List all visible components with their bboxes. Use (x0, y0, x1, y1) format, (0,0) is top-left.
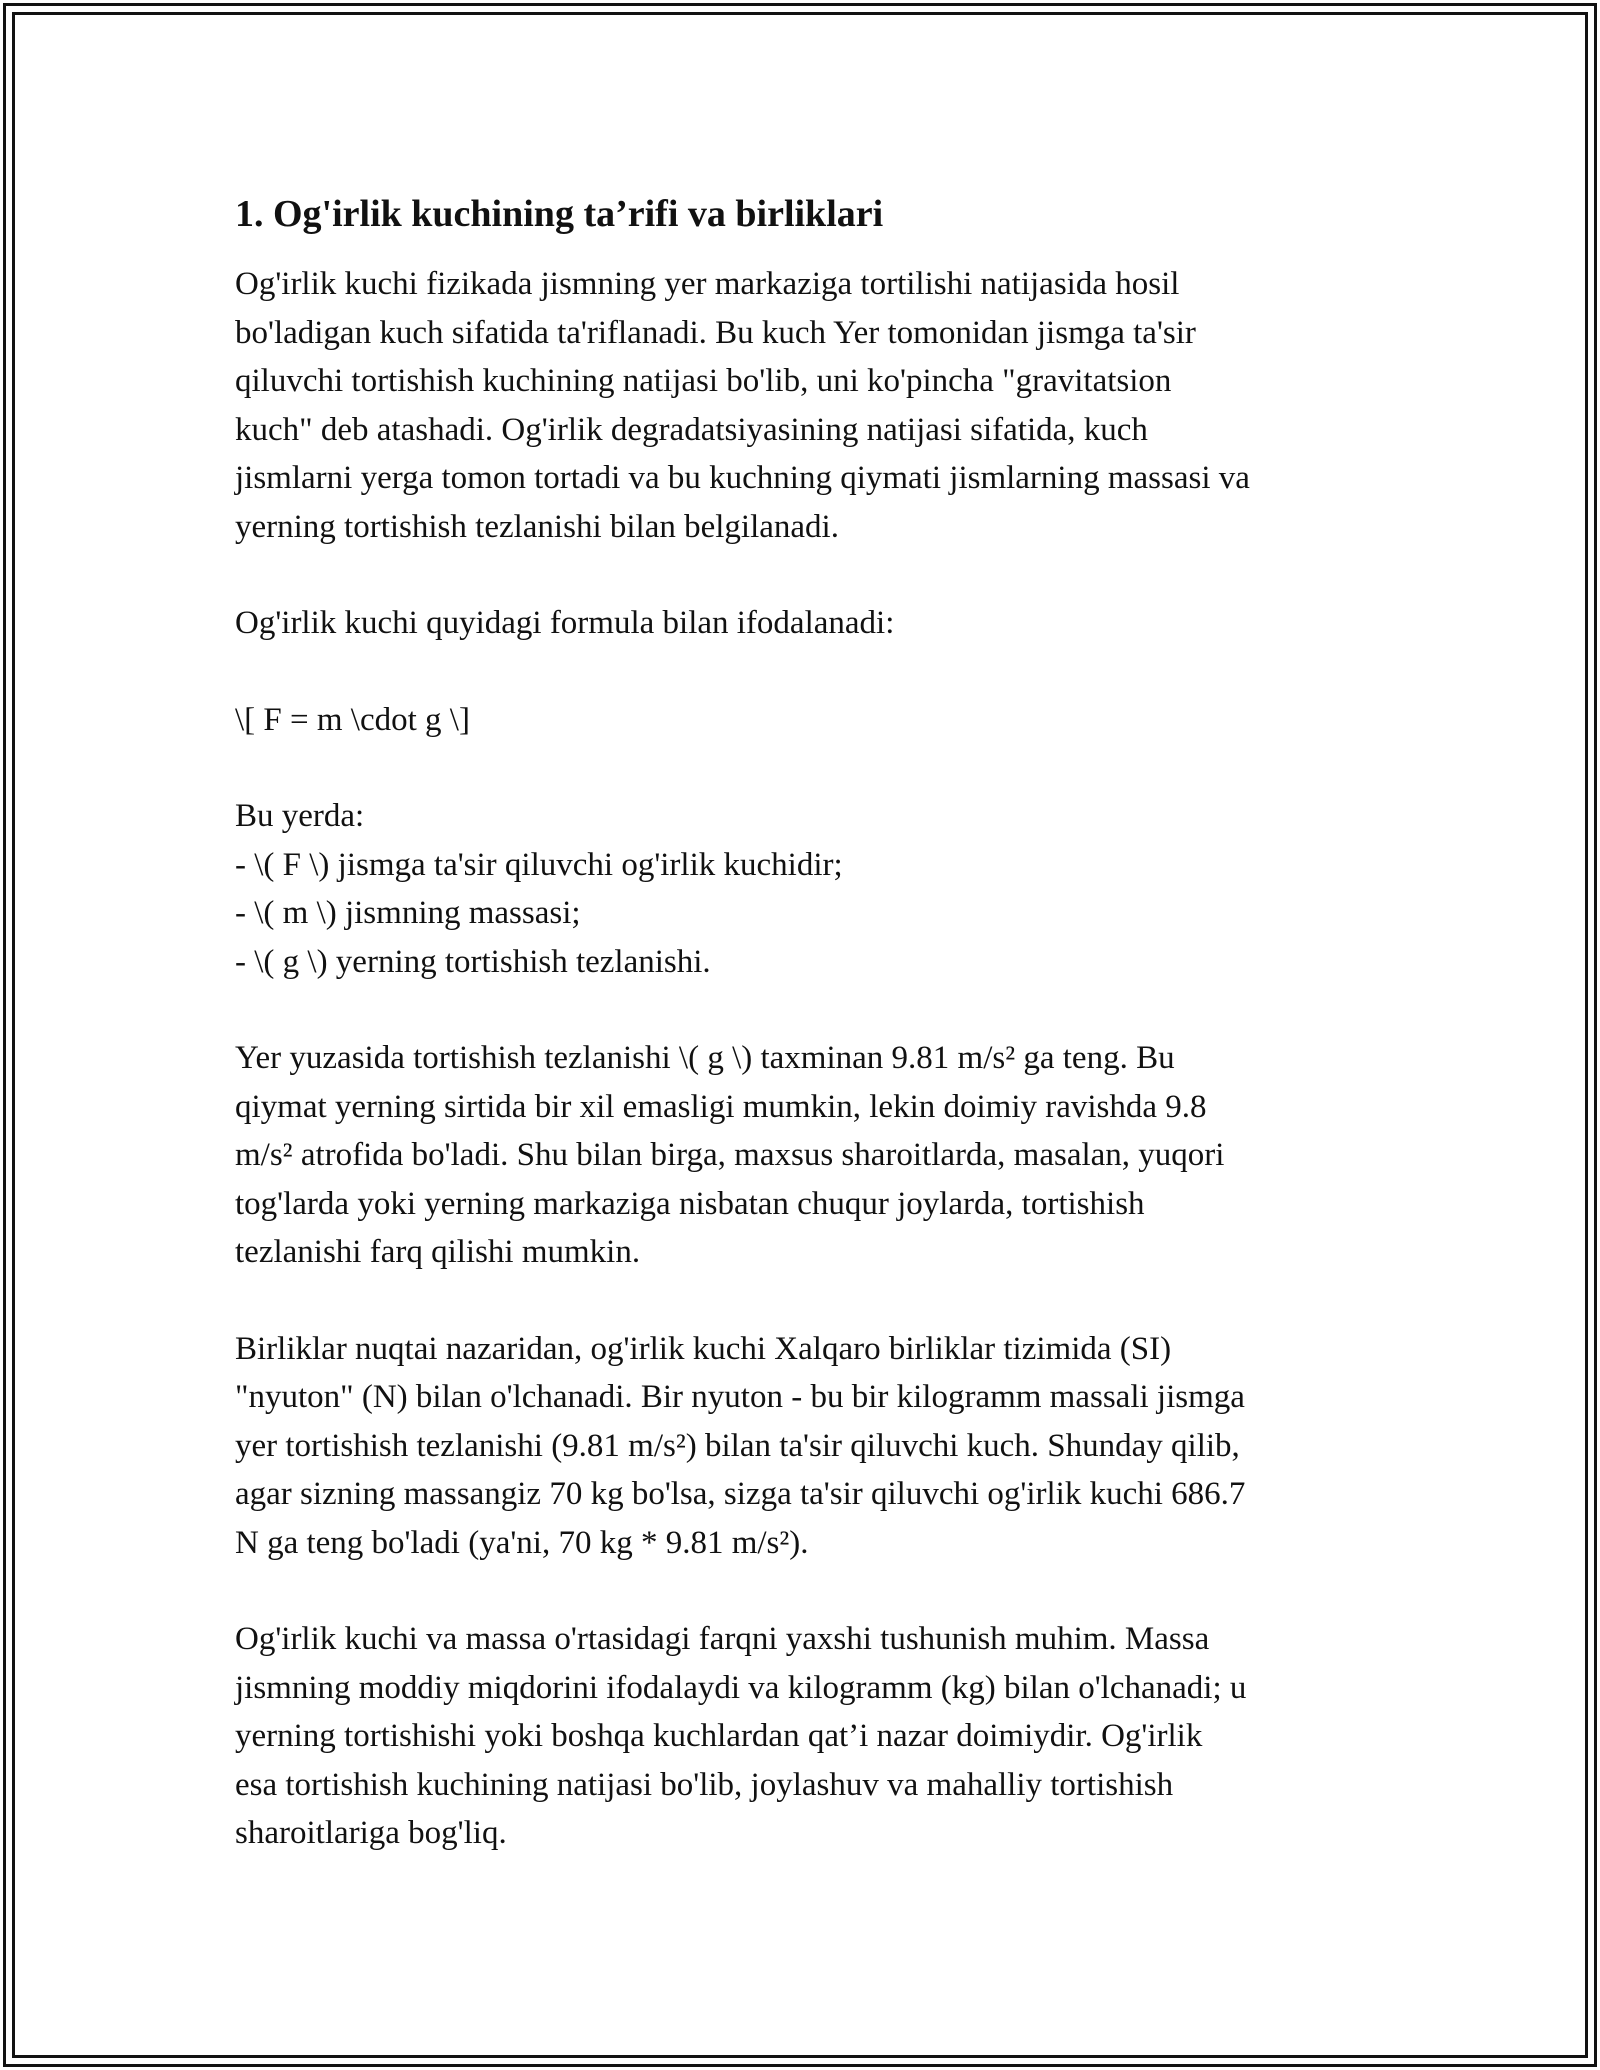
text-line: jismning moddiy miqdorini ifodalaydi va kilogramm (kg) bilan o'lchanadi; u (235, 1669, 1247, 1706)
definition-paragraph (235, 260, 1370, 551)
text-line: N ga teng bo'ladi (ya'ni, 70 kg * 9.81 m/s²). (235, 1524, 809, 1561)
text-line: "nyuton" (N) bilan o'lchanadi. Bir nyuton - bu bir kilogramm massali jismga (235, 1379, 1245, 1415)
text-line: yerning tortishish tezlanishi bilan belgilanadi. (235, 508, 839, 545)
text-line: Og'irlik kuchi va massa o'rtasidagi farqni yaxshi tushunish muhim. Massa (235, 1621, 1210, 1657)
text-line: tezlanishi farq qilishi mumkin. (235, 1234, 641, 1270)
section-heading: 1. Og'irlik kuchining ta’rifi va birliklari (235, 193, 884, 235)
text-line: sharoitlariga bog'liq. (235, 1815, 507, 1851)
text-line: Birliklar nuqtai nazaridan, og'irlik kuchi Xalqaro birliklar tizimida (SI) (235, 1330, 1172, 1367)
text-line: yer tortishish tezlanishi (9.81 m/s²) bilan ta'sir qiluvchi kuch. Shunday qilib, (235, 1427, 1240, 1464)
text-line: agar sizning massangiz 70 kg bo'lsa, sizga ta'sir qiluvchi og'irlik kuchi 686.7 (235, 1476, 1246, 1512)
text-line: jismlarni yerga tomon tortadi va bu kuchning qiymati jismlarning massasi va (235, 460, 1250, 496)
text-line: yerning tortishishi yoki boshqa kuchlardan qat’i nazar doimiydir. Og'irlik (235, 1718, 1203, 1754)
text-line: - \( m \) jismning massasi; (235, 895, 581, 931)
mass-vs-weight-paragraph (235, 1615, 1370, 1858)
text-line: qiymat yerning sirtida bir xil emasligi mumkin, lekin doimiy ravishda 9.8 (235, 1088, 1207, 1125)
acceleration-paragraph (235, 1034, 1370, 1277)
text-line: kuch" deb atashadi. Og'irlik degradatsiyasining natijasi sifatida, kuch (235, 411, 1148, 448)
text-line: \[ F = m \cdot g \] (235, 701, 470, 738)
text-line: Yer yuzasida tortishish tezlanishi \( g \) taxminan 9.81 m/s² ga teng. Bu (235, 1040, 1175, 1076)
text-line: Og'irlik kuchi quyidagi formula bilan ifodalanadi: (235, 605, 895, 641)
text-line: m/s² atrofida bo'ladi. Shu bilan birga, maxsus sharoitlarda, masalan, yuqori (235, 1137, 1225, 1173)
document-body (235, 188, 1370, 1906)
text-line: Bu yerda: (235, 798, 365, 834)
text-line: - \( g \) yerning tortishish tezlanishi. (235, 943, 711, 980)
formula-intro-paragraph (235, 599, 1370, 648)
variables-list (235, 792, 1370, 986)
units-paragraph (235, 1325, 1370, 1568)
formula-line (235, 696, 1370, 745)
text-line: Og'irlik kuchi fizikada jismning yer markaziga tortilishi natijasida hosil (235, 266, 1180, 302)
text-line: - \( F \) jismga ta'sir qiluvchi og'irlik kuchidir; (235, 846, 843, 883)
paragraph-list (235, 260, 1370, 1858)
text-line: bo'ladigan kuch sifatida ta'riflanadi. Bu kuch Yer tomonidan jismga ta'sir (235, 314, 1196, 351)
text-line: qiluvchi tortishish kuchining natijasi bo'lib, uni ko'pincha "gravitatsion (235, 363, 1172, 399)
text-line: esa tortishish kuchining natijasi bo'lib, joylashuv va mahalliy tortishish (235, 1766, 1174, 1803)
text-line: tog'larda yoki yerning markaziga nisbatan chuqur joylarda, tortishish (235, 1185, 1145, 1222)
